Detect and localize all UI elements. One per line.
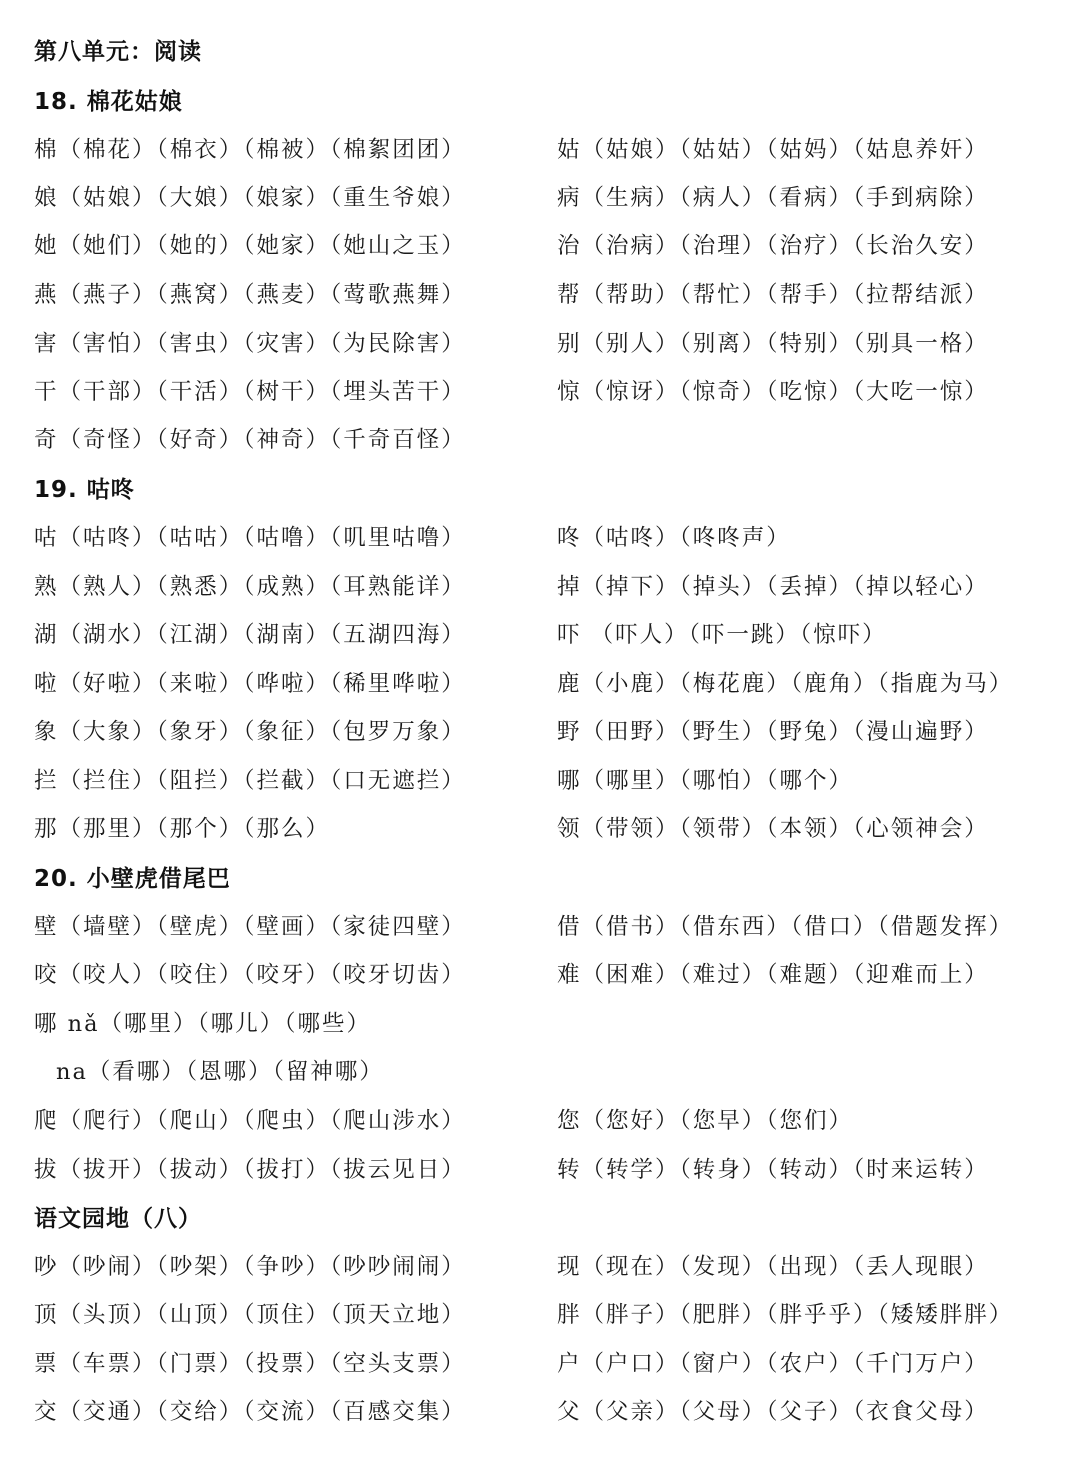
word-row: 交（交通）（交给）（交流）（百感交集） bbox=[34, 1399, 466, 1425]
word-row: 掉（掉下）（掉头）（丢掉）（掉以轻心） bbox=[557, 574, 989, 600]
section-title: 语文园地（八） bbox=[34, 1206, 202, 1232]
word-row: 户（户口）（窗户）（农户）（千门万户） bbox=[557, 1351, 989, 1377]
word-row: 燕（燕子）（燕窝）（燕麦）（莺歌燕舞） bbox=[34, 282, 466, 308]
word-row: 她（她们）（她的）（她家）（她山之玉） bbox=[34, 233, 466, 259]
word-row: 别（别人）（别离）（特别）（别具一格） bbox=[557, 331, 989, 357]
word-row: 父（父亲）（父母）（父子）（衣食父母） bbox=[557, 1399, 989, 1425]
word-row: 惊（惊讶）（惊奇）（吃惊）（大吃一惊） bbox=[557, 379, 989, 405]
word-row: 胖（胖子）（肥胖）（胖乎乎）（矮矮胖胖） bbox=[557, 1302, 1014, 1328]
word-row: 难（困难）（难过）（难题）（迎难而上） bbox=[557, 962, 989, 988]
word-row: 啦（好啦）（来啦）（哗啦）（稀里哗啦） bbox=[34, 671, 466, 697]
word-row: 病（生病）（病人）（看病）（手到病除） bbox=[557, 185, 989, 211]
word-row: 咕（咕咚）（咕咕）（咕噜）（叽里咕噜） bbox=[34, 525, 466, 551]
word-row: 咬（咬人）（咬住）（咬牙）（咬牙切齿） bbox=[34, 962, 466, 988]
section-title: 19. 咕咚 bbox=[34, 477, 135, 503]
word-row: 吵（吵闹）（吵架）（争吵）（吵吵闹闹） bbox=[34, 1254, 466, 1280]
word-row: 顶（头顶）（山顶）（顶住）（顶天立地） bbox=[34, 1302, 466, 1328]
word-row: 拦（拦住）（阻拦）（拦截）（口无遮拦） bbox=[34, 768, 466, 794]
word-row: 吓 （吓人）（吓一跳）（惊吓） bbox=[557, 622, 887, 648]
word-row: 咚（咕咚）（咚咚声） bbox=[557, 525, 791, 551]
word-row: 哪（哪里）（哪怕）（哪个） bbox=[557, 768, 854, 794]
word-row: 鹿（小鹿）（梅花鹿）（鹿角）（指鹿为马） bbox=[557, 671, 1014, 697]
word-row: 那（那里）（那个）（那么） bbox=[34, 816, 331, 842]
word-row: 壁（墙壁）（壁虎）（壁画）（家徒四壁） bbox=[34, 914, 466, 940]
unit-title: 第八单元：阅读 bbox=[34, 39, 202, 65]
word-row: 害（害怕）（害虫）（灾害）（为民除害） bbox=[34, 331, 466, 357]
section-title: 20. 小壁虎借尾巴 bbox=[34, 866, 231, 892]
word-row: 哪 nǎ（哪里）（哪儿）（哪些） bbox=[34, 1011, 372, 1037]
word-row: 治（治病）（治理）（治疗）（长治久安） bbox=[557, 233, 989, 259]
word-row: 领（带领）（领带）（本领）（心领神会） bbox=[557, 816, 989, 842]
word-row: 奇（奇怪）（好奇）（神奇）（千奇百怪） bbox=[34, 427, 466, 453]
word-row: 棉（棉花）（棉衣）（棉被）（棉絮团团） bbox=[34, 137, 466, 163]
word-row: 现（现在）（发现）（出现）（丢人现眼） bbox=[557, 1254, 989, 1280]
word-row: na（看哪）（恩哪）（留神哪） bbox=[56, 1059, 384, 1085]
word-row: 野（田野）（野生）（野兔）（漫山遍野） bbox=[557, 719, 989, 745]
word-row: 帮（帮助）（帮忙）（帮手）（拉帮结派） bbox=[557, 282, 989, 308]
word-row: 爬（爬行）（爬山）（爬虫）（爬山涉水） bbox=[34, 1108, 466, 1134]
word-row: 姑（姑娘）（姑姑）（姑妈）（姑息养奸） bbox=[557, 137, 989, 163]
word-row: 借（借书）（借东西）（借口）（借题发挥） bbox=[557, 914, 1014, 940]
word-row: 拔（拔开）（拔动）（拔打）（拔云见日） bbox=[34, 1157, 466, 1183]
word-row: 熟（熟人）（熟悉）（成熟）（耳熟能详） bbox=[34, 574, 466, 600]
section-title: 18. 棉花姑娘 bbox=[34, 89, 183, 115]
word-row: 您（您好）（您早）（您们） bbox=[557, 1108, 854, 1134]
word-row: 娘（姑娘）（大娘）（娘家）（重生爷娘） bbox=[34, 185, 466, 211]
word-row: 转（转学）（转身）（转动）（时来运转） bbox=[557, 1157, 989, 1183]
word-row: 象（大象）（象牙）（象征）（包罗万象） bbox=[34, 719, 466, 745]
word-row: 票（车票）（门票）（投票）（空头支票） bbox=[34, 1351, 466, 1377]
word-row: 湖（湖水）（江湖）（湖南）（五湖四海） bbox=[34, 622, 466, 648]
word-row: 干（干部）（干活）（树干）（埋头苦干） bbox=[34, 379, 466, 405]
